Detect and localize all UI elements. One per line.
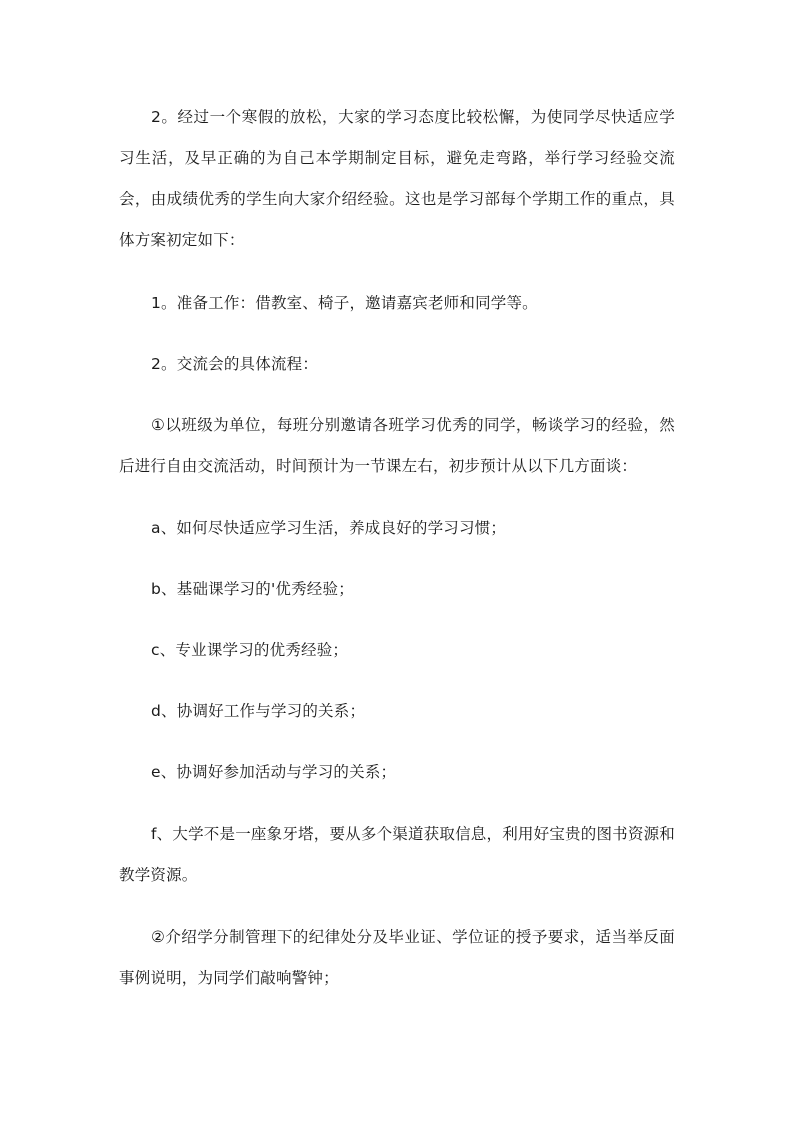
paragraph-topic-b: b、基础课学习的'优秀经验；: [151, 580, 354, 598]
paragraph-item-2: ②介绍学分制管理下的纪律处分及毕业证、学位证的授予要求，适当举反面事例说明，为同学们敲响警钟；: [119, 928, 675, 987]
paragraph-intro: 2。经过一个寒假的放松，大家的学习态度比较松懈，为使同学尽快适应学习生活，及早正确的为自己本学期制定目标，避免走弯路，举行学习经验交流会，由成绩优秀的学生向大家介绍经验。这也是学习部每个学期工作的重点，具体方案初定如下：: [119, 108, 675, 249]
paragraph-topic-d: d、协调好工作与学习的关系；: [151, 702, 366, 720]
paragraph-process-heading: 2。交流会的具体流程：: [151, 355, 319, 373]
paragraph-topic-a: a、如何尽快适应学习生活，养成良好的学习习惯；: [151, 519, 507, 537]
paragraph-preparation: 1。准备工作：借教室、椅子，邀请嘉宾老师和同学等。: [151, 294, 538, 312]
paragraph-topic-c: c、专业课学习的优秀经验；: [151, 641, 349, 659]
paragraph-topic-e: e、协调好参加活动与学习的关系；: [151, 763, 397, 781]
paragraph-item-1: ①以班级为单位，每班分别邀请各班学习优秀的同学，畅谈学习的经验，然后进行自由交流活动，时间预计为一节课左右，初步预计从以下几方面谈：: [119, 416, 675, 475]
paragraph-topic-f: f、大学不是一座象牙塔，要从多个渠道获取信息，利用好宝贵的图书资源和教学资源。: [119, 825, 675, 884]
